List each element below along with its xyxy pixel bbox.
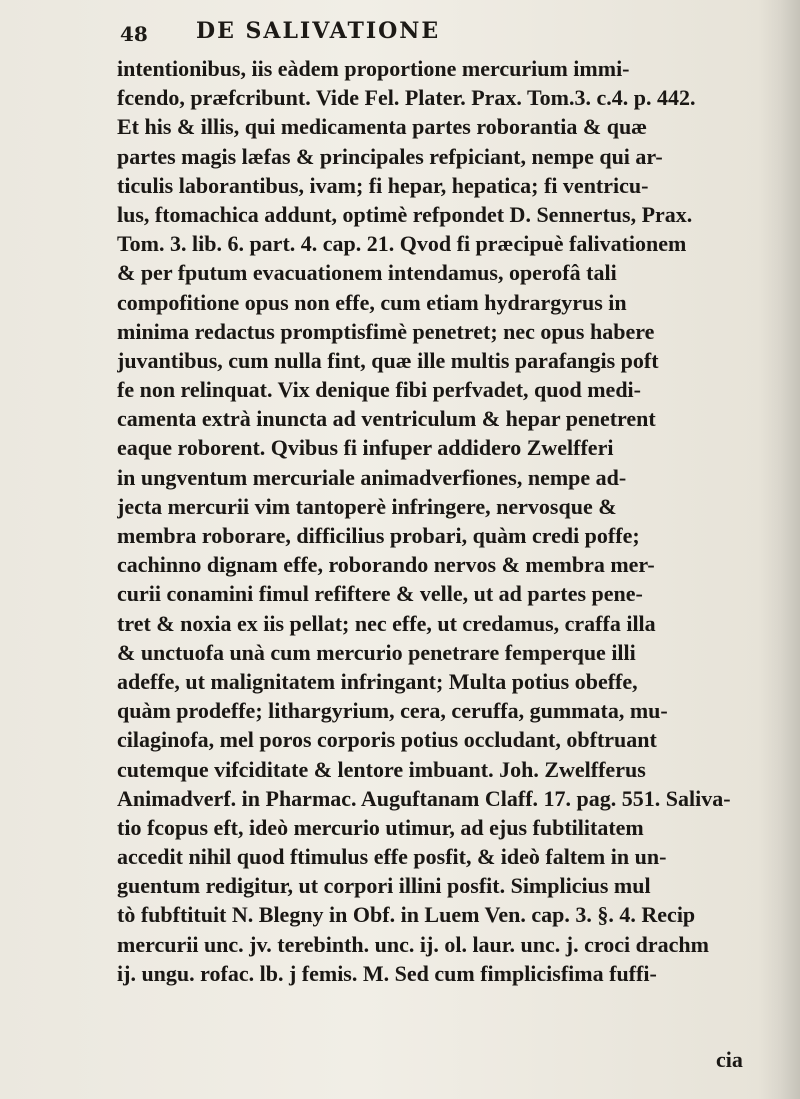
text-line: adeffe, ut malignitatem infringant; Multa potius obeffe, [117, 668, 638, 694]
text-line: tò fubftituit N. Blegny in Obf. in Luem Ven. cap. 3. §. 4. Recip [117, 902, 696, 928]
text-line: mercurii unc. jv. terebinth. unc. ij. ol. laur. unc. j. croci drachm [117, 931, 709, 957]
text-line: membra roborare, difficilius probari, quàm credi poffe; [117, 523, 640, 548]
text-line: lus, ftomachica addunt, optimè refpondet D. Sennertus, Prax. [117, 201, 693, 227]
text-line: Et his & illis, qui medicamenta partes roborantia & quæ [117, 114, 648, 140]
text-line: partes magis læfas & principales refpiciant, nempe qui ar- [117, 143, 663, 169]
text-line: accedit nihil quod ftimulus effe posfit, & ideò faltem in un- [117, 844, 667, 870]
text-line: fe non relinquat. Vix denique fibi perfvadet, quod medi- [117, 377, 641, 403]
text-line: curii conamini fimul refiftere & velle, ut ad partes pene- [117, 581, 643, 607]
text-line: cutemque vifciditate & lentore imbuant. Joh. Zwelfferus [117, 756, 646, 782]
text-line: compofitione opus non effe, cum etiam hydrargyrus in [117, 289, 627, 315]
text-line: & per fputum evacuationem intendamus, operofâ tali [117, 260, 617, 286]
text-line: fcendo, præfcribunt. Vide Fel. Plater. Prax. Tom.3. c.4. p. 442. [117, 85, 696, 111]
text-line: ij. ungu. rofac. lb. j femis. M. Sed cum fimplicisfima fuffi- [117, 960, 657, 986]
text-line: Tom. 3. lib. 6. part. 4. cap. 21. Qvod fi præcipuè falivationem [117, 231, 687, 257]
text-line: quàm prodeffe; lithargyrium, cera, ceruffa, gummata, mu- [117, 698, 668, 724]
text-line: camenta extrà inuncta ad ventriculum & hepar penetrent [117, 406, 656, 432]
text-line: jecta mercurii vim tantoperè infringere, nervosque & [117, 493, 617, 519]
page-number: 48 [120, 22, 148, 46]
running-head [120, 18, 780, 44]
text-line: minima redactus promptisfimè penetret; nec opus habere [117, 318, 655, 344]
text-line: tret & noxia ex iis pellat; nec effe, ut credamus, craffa illa [117, 610, 656, 636]
text-line: in ungventum mercuriale animadverfiones, nempe ad- [117, 464, 627, 490]
text-line: intentionibus, iis eàdem proportione mercurium immi- [117, 56, 630, 81]
text-line: & unctuofa unà cum mercurio penetrare femperque illi [117, 639, 636, 665]
text-line: juvantibus, cum nulla fint, quæ ille multis parafangis poft [117, 347, 659, 373]
gutter-shadow [758, 0, 800, 1099]
text-line: tio fcopus eft, ideò mercurio utimur, ad ejus fubtilitatem [117, 814, 644, 840]
text-line: Animadverf. in Pharmac. Auguftanam Claff. 17. pag. 551. Saliva- [117, 785, 731, 811]
catchword: cia [716, 1047, 743, 1072]
text-line: cachinno dignam effe, roborando nervos & membra mer- [117, 552, 655, 578]
body-text [117, 54, 775, 988]
running-title: DE SALIVATIONE [196, 18, 441, 44]
text-line: ticulis laborantibus, ivam; fi hepar, hepatica; fi ventricu- [117, 172, 649, 198]
text-line: eaque roborent. Qvibus fi infuper addidero Zwelfferi [117, 435, 614, 461]
text-line: guentum redigitur, ut corpori illini posfit. Simplicius mul [117, 873, 651, 899]
text-line: cilaginofa, mel poros corporis potius occludant, obftruant [117, 727, 657, 753]
